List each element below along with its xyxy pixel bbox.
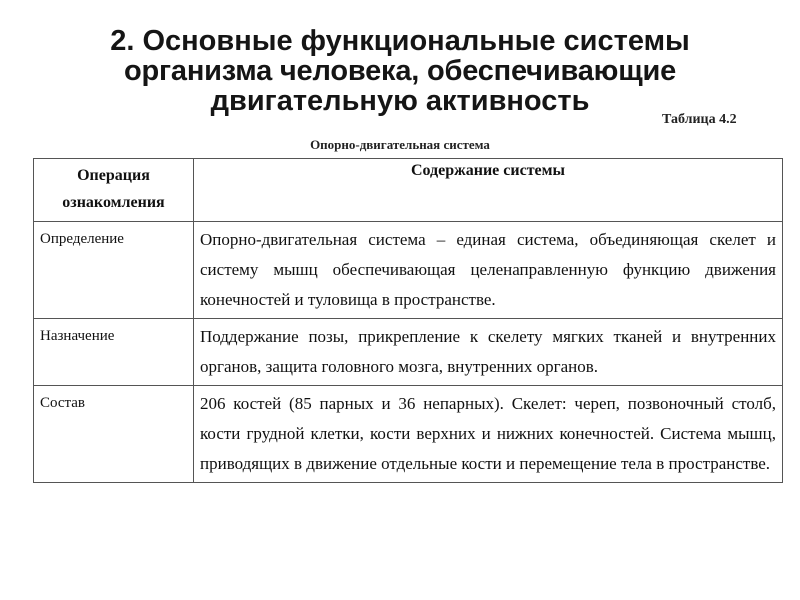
table-caption: Опорно-двигательная система <box>310 137 490 152</box>
row-key: Назначение <box>34 319 194 386</box>
page-title <box>0 26 800 116</box>
header-content: Содержание системы <box>194 159 783 222</box>
table-number: Таблица 4.2 <box>662 112 737 127</box>
row-key: Состав <box>34 386 194 483</box>
row-value: 206 костей (85 парных и 36 непарных). Скелет: череп, позвоночный столб, кости грудной клетки, кости верхних и нижних конечностей. Система мышц, приводящих в движение отдельные кости и перемещение тела в пространстве. <box>194 386 783 483</box>
table-row <box>34 386 783 483</box>
title-line-1: 2. Основные функциональные системы <box>110 25 690 57</box>
table-row <box>34 222 783 319</box>
table-row <box>34 319 783 386</box>
table-header-row <box>34 159 783 222</box>
title-line-2: организма человека, обеспечивающие <box>123 55 677 87</box>
header-operation: Операция ознакомления <box>34 159 194 222</box>
row-key: Определение <box>34 222 194 319</box>
row-value: Опорно-двигательная система – единая система, объединяющая скелет и систему мышц обеспечивающая целенаправленную функцию движения конечностей и туловища в пространстве. <box>194 222 783 319</box>
row-value: Поддержание позы, прикрепление к скелету мягких тканей и внутренних органов, защита головного мозга, внутренних органов. <box>194 319 783 386</box>
system-table <box>33 158 783 483</box>
title-line-3: двигательную активность <box>210 85 590 117</box>
